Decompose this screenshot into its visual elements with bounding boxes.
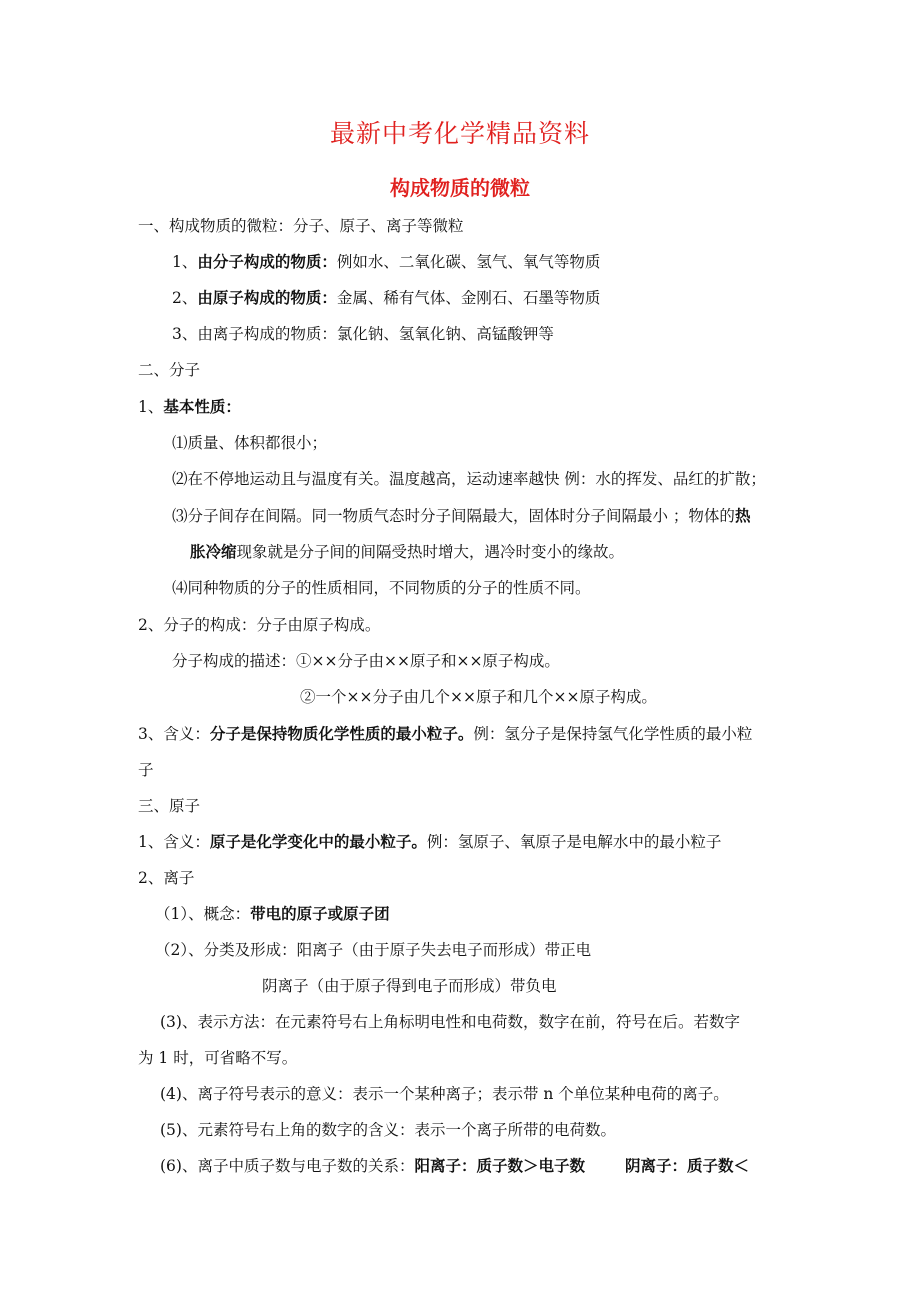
paragraph-line: ⑶分子间存在间隔。同一物质气态时分子间隔最大，固体时分子间隔最小 ；物体的热	[172, 506, 751, 525]
paragraph-line: (6)、离子中质子数与电子数的关系：阳离子：质子数＞电子数 阴离子：质子数＜	[160, 1156, 749, 1175]
paragraph-line: 为 1 时，可省略不写。	[138, 1049, 298, 1067]
section-heading-2: 二、分子	[138, 361, 201, 379]
paragraph-line: 分子构成的描述：①××分子由××原子和××原子构成。	[172, 652, 560, 670]
paragraph-line: 3、由离子构成的物质：氯化钠、氢氧化钠、高锰酸钾等	[172, 325, 554, 343]
paragraph-line: (5)、元素符号右上角的数字的含义：表示一个离子所带的电荷数。	[160, 1121, 616, 1139]
paragraph-line: 1、由分子构成的物质：例如水、二氧化碳、氢气、氧气等物质	[172, 252, 601, 271]
paragraph-line: （2）、分类及形成：阳离子（由于原子失去电子而形成）带正电	[155, 941, 592, 959]
paragraph-line: ②一个××分子由几个××原子和几个××原子构成。	[300, 688, 657, 706]
paragraph-line: ⑴质量、体积都很小；	[172, 434, 328, 452]
paragraph-line: 胀冷缩现象就是分子间的间隔受热时增大，遇冷时变小的缘故。	[190, 542, 625, 561]
paragraph-line: 2、离子	[138, 869, 195, 887]
paragraph-line: 子	[138, 761, 154, 779]
paragraph-line: 1、含义：原子是化学变化中的最小粒子。例：氢原子、氧原子是电解水中的最小粒子	[138, 832, 722, 851]
paragraph-line: 1、基本性质：	[138, 397, 241, 416]
paragraph-line: 2、分子的构成：分子由原子构成。	[138, 616, 381, 634]
paragraph-line: （1）、概念：带电的原子或原子团	[155, 904, 390, 923]
document-subtitle: 构成物质的微粒	[390, 176, 530, 200]
section-heading-3: 三、原子	[138, 797, 201, 815]
paragraph-line: (3)、表示方法：在元素符号右上角标明电性和电荷数，数字在前，符号在后。若数字	[160, 1013, 740, 1031]
paragraph-line: 2、由原子构成的物质：金属、稀有气体、金刚石、石墨等物质	[172, 288, 601, 307]
paragraph-line: ⑷同种物质的分子的性质相同，不同物质的分子的性质不同。	[172, 579, 591, 597]
paragraph-line: (4)、离子符号表示的意义：表示一个某种离子；表示带 n 个单位某种电荷的离子。	[160, 1085, 729, 1103]
paragraph-line: ⑵在不停地运动且与温度有关。温度越高，运动速率越快 例：水的挥发、品红的扩散；	[172, 470, 766, 488]
paragraph-line: 3、含义：分子是保持物质化学性质的最小粒子。例：氢分子是保持氢气化学性质的最小粒	[138, 724, 753, 743]
paragraph-line: 阴离子（由于原子得到电子而形成）带负电	[262, 977, 557, 995]
document-title: 最新中考化学精品资料	[329, 119, 590, 148]
section-heading-1: 一、构成物质的微粒：分子、原子、离子等微粒	[138, 217, 464, 235]
